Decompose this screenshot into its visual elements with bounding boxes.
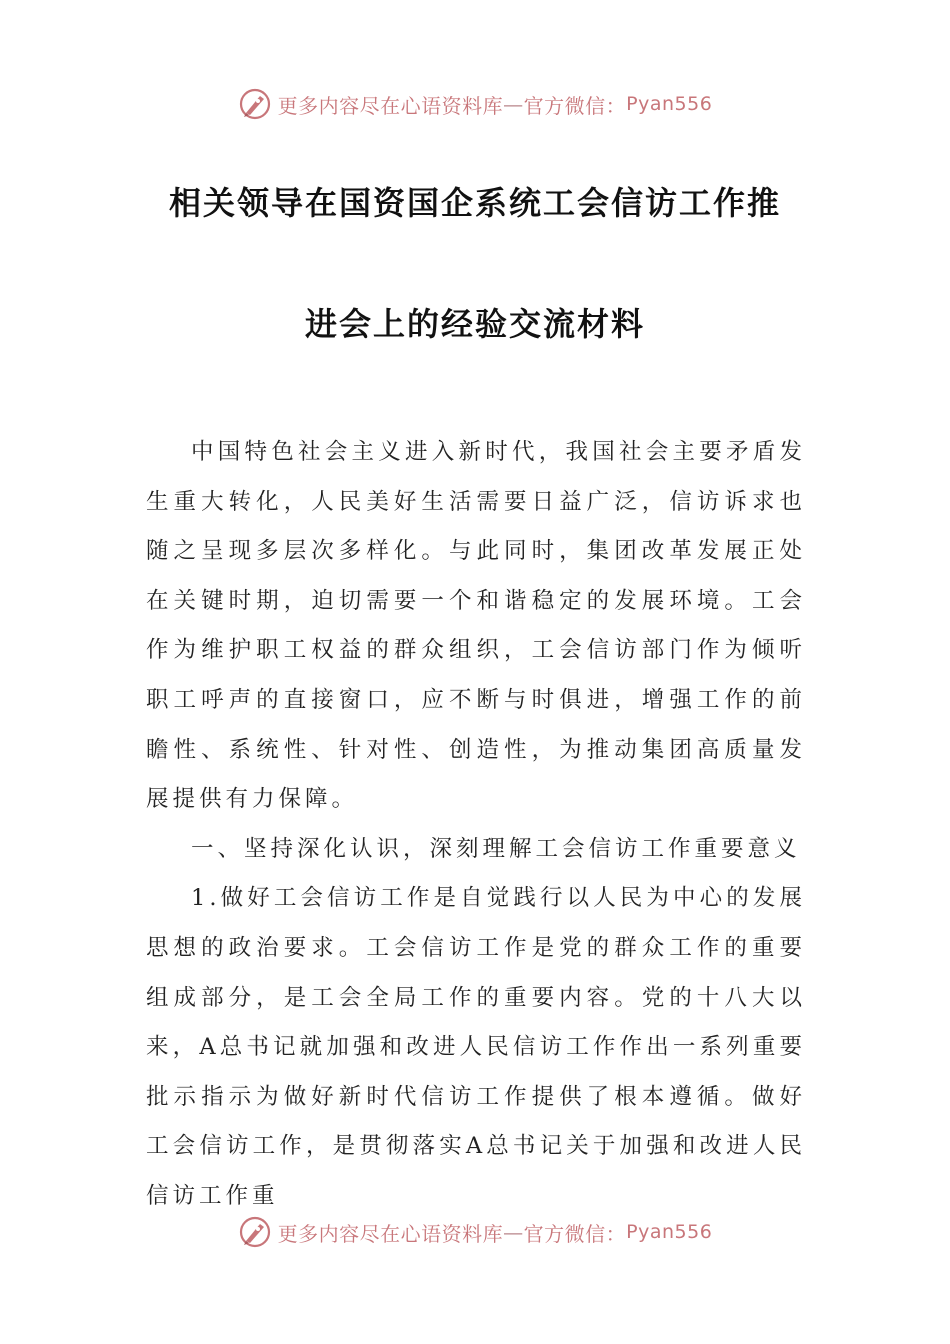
document-body xyxy=(146,428,806,1222)
document-title-line-1: 相关领导在国资国企系统工会信访工作推 xyxy=(168,184,781,222)
pen-logo-icon xyxy=(238,87,272,121)
pen-logo-icon xyxy=(238,1215,272,1249)
watermark-separator: — xyxy=(503,92,524,116)
watermark-contact-label: 官方微信： xyxy=(523,1221,627,1246)
watermark-separator: — xyxy=(503,1220,524,1244)
body-paragraph: 1.做好工会信访工作是自觉践行以人民为中心的发展思想的政治要求。工会信访工作是党的群众工作的重要组成部分，是工会全局工作的重要内容。党的十八大以来，A总书记就加强和改进人民信访工作作出一系列重要批示指示为做好新时代信访工作提供了根本遵循。做好工会信访工作，是贯彻落实A总书记关于加强和改进人民信访工作重 xyxy=(146,885,806,1209)
section-heading: 一、坚持深化认识，深刻理解工会信访工作重要意义 xyxy=(191,835,801,862)
header-watermark xyxy=(0,84,950,124)
watermark-contact-id: Pyan556 xyxy=(626,93,713,115)
watermark-text: 更多内容尽在心语资料库 xyxy=(277,1221,504,1246)
body-paragraph: 中国特色社会主义进入新时代，我国社会主要矛盾发生重大转化，人民美好生活需要日益广泛，信访诉求也随之呈现多层次多样化。与此同时，集团改革发展正处在关键时期，迫切需要一个和谐稳定的发展环境。工会作为维护职工权益的群众组织，工会信访部门作为倾听职工呼声的直接窗口，应不断与时俱进，增强工作的前瞻性、系统性、针对性、创造性，为推动集团高质量发展提供有力保障。 xyxy=(146,439,806,813)
document-title-line-2: 进会上的经验交流材料 xyxy=(304,305,645,343)
watermark-text: 更多内容尽在心语资料库 xyxy=(277,93,504,118)
watermark-contact-label: 官方微信： xyxy=(523,93,627,118)
footer-watermark xyxy=(0,1212,950,1252)
watermark-contact-id: Pyan556 xyxy=(626,1221,713,1243)
